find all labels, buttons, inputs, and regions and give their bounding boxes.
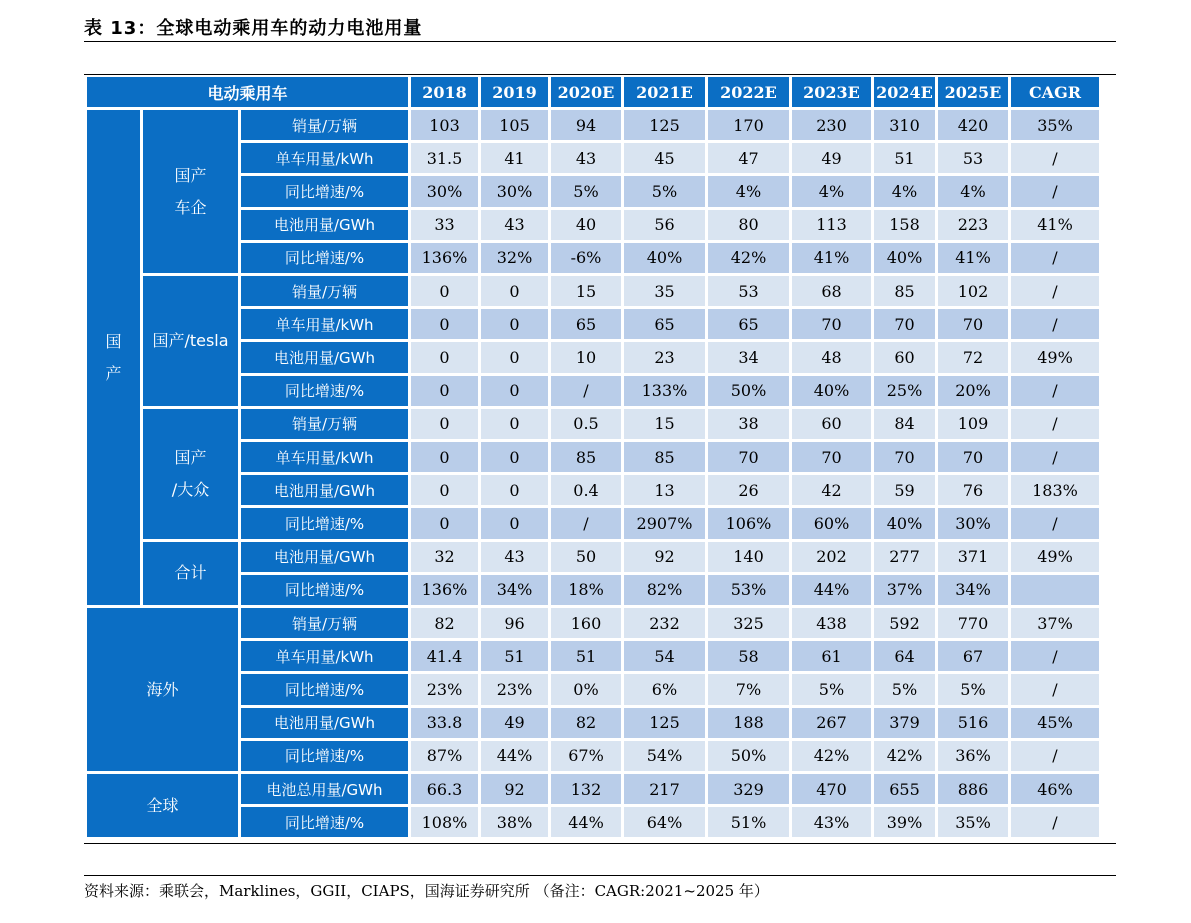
- table-cell: 158: [874, 210, 935, 240]
- table-cell: 82%: [624, 575, 705, 605]
- table-cell: 371: [938, 542, 1008, 572]
- table-cell: 40%: [874, 243, 935, 273]
- table-cell: 0: [481, 376, 548, 406]
- table-cell: 136%: [411, 243, 478, 273]
- table-cell: 45: [624, 143, 705, 173]
- row-label: 电池用量/GWh: [241, 475, 408, 505]
- table-cell: 655: [874, 774, 935, 804]
- table-cell: 49: [481, 708, 548, 738]
- table-cell: 160: [551, 608, 621, 638]
- table-cell: 56: [624, 210, 705, 240]
- table-cell: 35%: [1011, 110, 1099, 140]
- table-cell: 267: [792, 708, 871, 738]
- table-cell: 223: [938, 210, 1008, 240]
- table-cell: 4%: [874, 176, 935, 206]
- table-cell: 379: [874, 708, 935, 738]
- table-cell: 5%: [874, 674, 935, 704]
- table-cell: 65: [624, 309, 705, 339]
- table-cell: 87%: [411, 741, 478, 771]
- table-cell: 85: [624, 442, 705, 472]
- table-cell: 68: [792, 276, 871, 306]
- row-label: 同比增速/%: [241, 376, 408, 406]
- table-cell: 60%: [792, 508, 871, 538]
- table-cell: /: [1011, 176, 1099, 206]
- table-cell: 44%: [792, 575, 871, 605]
- table-cell: 41.4: [411, 641, 478, 671]
- header-rule: [84, 74, 1116, 75]
- table-cell: 0: [411, 376, 478, 406]
- table-cell: 325: [708, 608, 789, 638]
- table-cell: 0: [411, 475, 478, 505]
- table-cell: 0: [411, 409, 478, 439]
- table-cell: 66.3: [411, 774, 478, 804]
- table-title: 表 13：全球电动乘用车的动力电池用量: [84, 18, 423, 39]
- table-cell: 43: [481, 542, 548, 572]
- table-cell: 35%: [938, 807, 1008, 837]
- table-cell: /: [551, 508, 621, 538]
- column-header-2018: 2018: [411, 77, 478, 107]
- table-cell: 5%: [551, 176, 621, 206]
- table-cell: 65: [708, 309, 789, 339]
- table-cell: 105: [481, 110, 548, 140]
- table-cell: /: [1011, 376, 1099, 406]
- source-note: 资料来源：乘联会，Marklines，GGII，CIAPS，国海证券研究所 （备注：CAGR:2021~2025 年）: [84, 882, 769, 900]
- table-cell: 277: [874, 542, 935, 572]
- row-label: 单车用量/kWh: [241, 143, 408, 173]
- table-cell: 5%: [938, 674, 1008, 704]
- table-cell: 36%: [938, 741, 1008, 771]
- column-header-cagr: CAGR: [1011, 77, 1099, 107]
- table-cell: 43: [551, 143, 621, 173]
- table-cell: /: [551, 376, 621, 406]
- row-label: 销量/万辆: [241, 110, 408, 140]
- table-cell: 76: [938, 475, 1008, 505]
- header-label: 电动乘用车: [87, 77, 408, 107]
- table-cell: 43%: [792, 807, 871, 837]
- table-cell: /: [1011, 741, 1099, 771]
- table-cell: 51%: [708, 807, 789, 837]
- row-label: 电池总用量/GWh: [241, 774, 408, 804]
- table-cell: 0: [481, 442, 548, 472]
- table-cell: 54%: [624, 741, 705, 771]
- row-label: 电池用量/GWh: [241, 542, 408, 572]
- table-cell: 0: [481, 409, 548, 439]
- table-cell: 51: [874, 143, 935, 173]
- column-header-2020e: 2020E: [551, 77, 621, 107]
- table-cell: 37%: [1011, 608, 1099, 638]
- row-label: 电池用量/GWh: [241, 708, 408, 738]
- table-cell: 60: [792, 409, 871, 439]
- table-cell: 67: [938, 641, 1008, 671]
- group-cell: 国产 车企: [143, 110, 238, 273]
- row-label: 单车用量/kWh: [241, 309, 408, 339]
- table-cell: 64%: [624, 807, 705, 837]
- table-cell: 329: [708, 774, 789, 804]
- table-cell: 4%: [938, 176, 1008, 206]
- table-cell: /: [1011, 409, 1099, 439]
- row-label: 同比增速/%: [241, 741, 408, 771]
- table-cell: 32: [411, 542, 478, 572]
- table-cell: 420: [938, 110, 1008, 140]
- table-cell: 53%: [708, 575, 789, 605]
- table-cell: 41: [481, 143, 548, 173]
- table-cell: 42%: [792, 741, 871, 771]
- table-cell: 0: [481, 475, 548, 505]
- table-cell: 40%: [624, 243, 705, 273]
- table-cell: 59: [874, 475, 935, 505]
- row-label: 销量/万辆: [241, 276, 408, 306]
- column-header-2022e: 2022E: [708, 77, 789, 107]
- table-cell: /: [1011, 309, 1099, 339]
- column-header-2021e: 2021E: [624, 77, 705, 107]
- table-cell: 40: [551, 210, 621, 240]
- table-cell: 53: [938, 143, 1008, 173]
- table-cell: 70: [792, 309, 871, 339]
- table-cell: 15: [624, 409, 705, 439]
- table-cell: 2907%: [624, 508, 705, 538]
- column-header-2019: 2019: [481, 77, 548, 107]
- table-cell: 0: [411, 342, 478, 372]
- column-header-2023e: 2023E: [792, 77, 871, 107]
- table-cell: /: [1011, 508, 1099, 538]
- bottom-rule: [84, 843, 1116, 844]
- table-cell: 64: [874, 641, 935, 671]
- table-cell: 39%: [874, 807, 935, 837]
- table-cell: 113: [792, 210, 871, 240]
- table-cell: 18%: [551, 575, 621, 605]
- table-cell: 49: [792, 143, 871, 173]
- table-cell: 4%: [792, 176, 871, 206]
- table-cell: 170: [708, 110, 789, 140]
- table-cell: 70: [874, 309, 935, 339]
- table-cell: 41%: [938, 243, 1008, 273]
- table-cell: 140: [708, 542, 789, 572]
- table-cell: 202: [792, 542, 871, 572]
- table-cell: 85: [874, 276, 935, 306]
- table-cell: 45%: [1011, 708, 1099, 738]
- table-cell: 37%: [874, 575, 935, 605]
- table-cell: 42: [792, 475, 871, 505]
- table-cell: 67%: [551, 741, 621, 771]
- table-cell: 4%: [708, 176, 789, 206]
- table-cell: 217: [624, 774, 705, 804]
- table-cell: 51: [481, 641, 548, 671]
- table-cell: 0: [481, 508, 548, 538]
- table-cell: /: [1011, 276, 1099, 306]
- table-cell: 108%: [411, 807, 478, 837]
- table-cell: 42%: [708, 243, 789, 273]
- table-cell: 35: [624, 276, 705, 306]
- table-cell: 49%: [1011, 342, 1099, 372]
- table-cell: 33.8: [411, 708, 478, 738]
- table-cell: 82: [551, 708, 621, 738]
- table-cell: 58: [708, 641, 789, 671]
- row-label: 同比增速/%: [241, 176, 408, 206]
- table-cell: 85: [551, 442, 621, 472]
- table-cell: 0: [411, 276, 478, 306]
- table-cell: 0: [481, 309, 548, 339]
- table-cell: 40%: [792, 376, 871, 406]
- table-cell: 23%: [411, 674, 478, 704]
- table-cell: 47: [708, 143, 789, 173]
- table-cell: 438: [792, 608, 871, 638]
- table-cell: 25%: [874, 376, 935, 406]
- table-cell: 5%: [624, 176, 705, 206]
- table-cell: 43: [481, 210, 548, 240]
- table-cell: 30%: [481, 176, 548, 206]
- table-cell: 30%: [411, 176, 478, 206]
- table-cell: 0: [481, 276, 548, 306]
- source-rule: [84, 875, 1116, 876]
- table-cell: 7%: [708, 674, 789, 704]
- table-cell: 51: [551, 641, 621, 671]
- row-label: 电池用量/GWh: [241, 342, 408, 372]
- table-cell: 38: [708, 409, 789, 439]
- table-cell: 42%: [874, 741, 935, 771]
- table-cell: 50: [551, 542, 621, 572]
- table-cell: 34%: [938, 575, 1008, 605]
- table-cell: 23: [624, 342, 705, 372]
- table-cell: 15: [551, 276, 621, 306]
- table-cell: 70: [708, 442, 789, 472]
- table-cell: 92: [481, 774, 548, 804]
- table-cell: 0.4: [551, 475, 621, 505]
- table-cell: 0.5: [551, 409, 621, 439]
- row-label: 电池用量/GWh: [241, 210, 408, 240]
- table-cell: /: [1011, 641, 1099, 671]
- region-cell: 海外: [87, 608, 238, 771]
- table-cell: 102: [938, 276, 1008, 306]
- table-cell: 44%: [481, 741, 548, 771]
- group-cell: 国产 /大众: [143, 409, 238, 539]
- table-cell: 34: [708, 342, 789, 372]
- row-label: 同比增速/%: [241, 575, 408, 605]
- table-cell: 70: [938, 309, 1008, 339]
- table-cell: 80: [708, 210, 789, 240]
- table-cell: 94: [551, 110, 621, 140]
- table-cell: 49%: [1011, 542, 1099, 572]
- table-cell: 65: [551, 309, 621, 339]
- table-cell: 26: [708, 475, 789, 505]
- table-cell: 132: [551, 774, 621, 804]
- table-cell: 41%: [792, 243, 871, 273]
- table-cell: 60: [874, 342, 935, 372]
- table-cell: /: [1011, 243, 1099, 273]
- table-cell: -6%: [551, 243, 621, 273]
- table-cell: /: [1011, 807, 1099, 837]
- table-cell: 0: [411, 442, 478, 472]
- column-header-2024e: 2024E: [874, 77, 935, 107]
- table-cell: 0: [481, 342, 548, 372]
- table-cell: 109: [938, 409, 1008, 439]
- row-label: 销量/万辆: [241, 409, 408, 439]
- table-cell: 0: [411, 508, 478, 538]
- table-cell: 61: [792, 641, 871, 671]
- table-cell: 516: [938, 708, 1008, 738]
- table-cell: [1011, 575, 1099, 605]
- table-cell: 70: [938, 442, 1008, 472]
- table-cell: /: [1011, 442, 1099, 472]
- table-cell: 470: [792, 774, 871, 804]
- table-cell: 232: [624, 608, 705, 638]
- table-cell: 30%: [938, 508, 1008, 538]
- group-cell: 合计: [143, 542, 238, 605]
- row-label: 同比增速/%: [241, 508, 408, 538]
- table-cell: 188: [708, 708, 789, 738]
- table-cell: 50%: [708, 741, 789, 771]
- table-cell: 20%: [938, 376, 1008, 406]
- table-cell: 310: [874, 110, 935, 140]
- table-cell: 72: [938, 342, 1008, 372]
- table-cell: 92: [624, 542, 705, 572]
- row-label: 单车用量/kWh: [241, 641, 408, 671]
- group-cell: 国产/tesla: [143, 276, 238, 406]
- table-cell: 84: [874, 409, 935, 439]
- table-cell: 125: [624, 110, 705, 140]
- table-cell: 70: [792, 442, 871, 472]
- table-cell: /: [1011, 143, 1099, 173]
- table-cell: 70: [874, 442, 935, 472]
- table-cell: 96: [481, 608, 548, 638]
- table-cell: 136%: [411, 575, 478, 605]
- table-cell: 0%: [551, 674, 621, 704]
- top-rule: [84, 41, 1116, 42]
- table-cell: 770: [938, 608, 1008, 638]
- table-cell: 10: [551, 342, 621, 372]
- table-cell: 32%: [481, 243, 548, 273]
- table-cell: 6%: [624, 674, 705, 704]
- table-cell: 53: [708, 276, 789, 306]
- region-cell: 全球: [87, 774, 238, 837]
- table-cell: 44%: [551, 807, 621, 837]
- row-label: 同比增速/%: [241, 243, 408, 273]
- table-cell: 31.5: [411, 143, 478, 173]
- table-cell: 183%: [1011, 475, 1099, 505]
- table-cell: 33: [411, 210, 478, 240]
- column-header-2025e: 2025E: [938, 77, 1008, 107]
- row-label: 同比增速/%: [241, 674, 408, 704]
- table-cell: 40%: [874, 508, 935, 538]
- table-cell: 133%: [624, 376, 705, 406]
- table-cell: 106%: [708, 508, 789, 538]
- table-cell: 0: [411, 309, 478, 339]
- row-label: 销量/万辆: [241, 608, 408, 638]
- table-cell: 54: [624, 641, 705, 671]
- table-cell: 125: [624, 708, 705, 738]
- table-cell: 82: [411, 608, 478, 638]
- table-cell: 38%: [481, 807, 548, 837]
- row-label: 同比增速/%: [241, 807, 408, 837]
- table-cell: 886: [938, 774, 1008, 804]
- table-cell: 13: [624, 475, 705, 505]
- table-cell: 230: [792, 110, 871, 140]
- region-cell: 国 产: [87, 110, 140, 605]
- table-cell: 46%: [1011, 774, 1099, 804]
- table-cell: 50%: [708, 376, 789, 406]
- table-cell: 34%: [481, 575, 548, 605]
- table-cell: 48: [792, 342, 871, 372]
- table-cell: 592: [874, 608, 935, 638]
- table-cell: 41%: [1011, 210, 1099, 240]
- table-cell: 103: [411, 110, 478, 140]
- table-cell: /: [1011, 674, 1099, 704]
- table-cell: 23%: [481, 674, 548, 704]
- row-label: 单车用量/kWh: [241, 442, 408, 472]
- table-cell: 5%: [792, 674, 871, 704]
